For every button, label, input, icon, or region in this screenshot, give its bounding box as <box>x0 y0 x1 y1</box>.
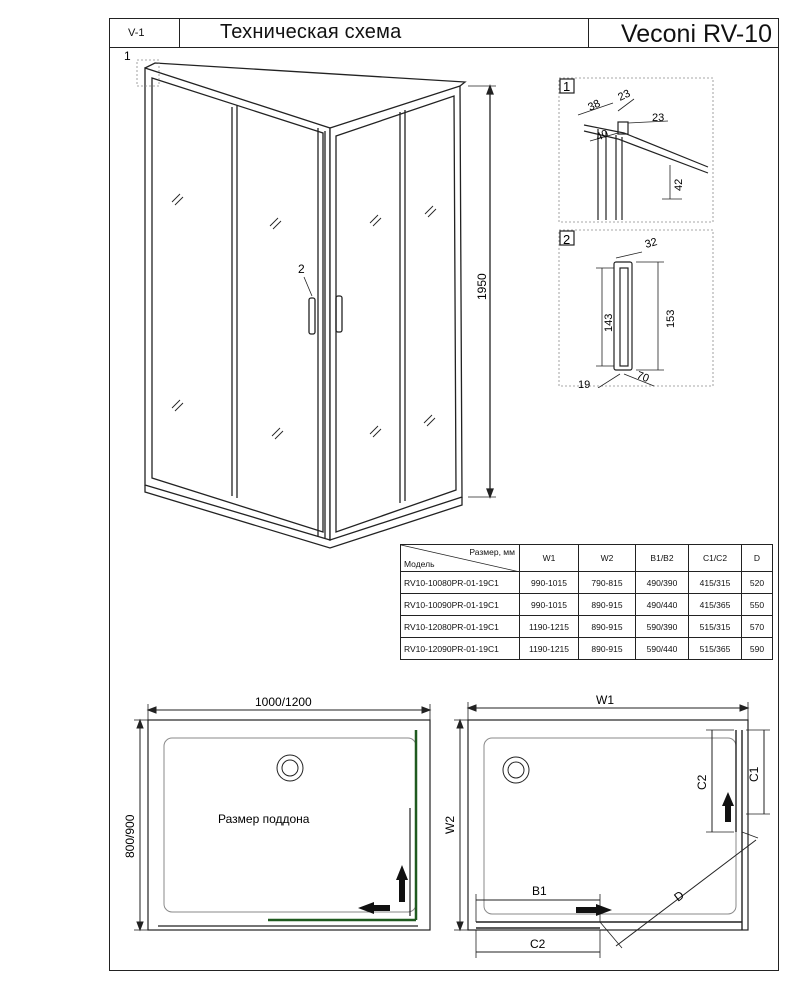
detail-1-dim-42: 42 <box>673 178 685 191</box>
detail-2-dim-143: 143 <box>603 313 615 332</box>
specification-table <box>400 544 773 660</box>
model-name: Veconi RV-10 <box>588 19 778 47</box>
callout-1-label: 1 <box>124 49 131 63</box>
cell-w2: 890-915 <box>579 616 636 638</box>
table-row <box>401 616 773 638</box>
installation-plan-view <box>440 690 780 960</box>
c2-side-dimension: C2 <box>695 774 709 790</box>
depth-dimension: 800/900 <box>123 814 137 858</box>
d-dimension: D <box>671 887 687 905</box>
cell-d: 520 <box>742 572 773 594</box>
w2-dimension: W2 <box>443 816 457 834</box>
detail-1-label: 1 <box>563 79 571 94</box>
callout-2-label: 2 <box>298 262 305 276</box>
detail-2-dim-153: 153 <box>665 309 677 328</box>
c1-dimension: C1 <box>747 766 761 782</box>
cell-c: 415/315 <box>689 572 742 594</box>
detail-2-dim-19: 19 <box>578 379 591 388</box>
cell-model: RV10-12080PR-01-19C1 <box>401 616 520 638</box>
cell-c: 515/315 <box>689 616 742 638</box>
cell-w2: 790-815 <box>579 572 636 594</box>
header-model-label: Модель <box>404 559 435 569</box>
cell-c: 415/365 <box>689 594 742 616</box>
cell-w1: 1190-1215 <box>520 638 579 660</box>
page-title: Техническая схема <box>220 21 402 43</box>
detail-2-dim-70: 70 <box>634 369 651 386</box>
cell-b: 590/440 <box>636 638 689 660</box>
detail-1-view <box>558 75 714 225</box>
tray-size-label: Размер поддона <box>218 812 310 826</box>
detail-2-dim-32: 32 <box>643 236 659 251</box>
cell-model: RV10-10090PR-01-19C1 <box>401 594 520 616</box>
cell-model: RV10-12090PR-01-19C1 <box>401 638 520 660</box>
cell-w1: 990-1015 <box>520 572 579 594</box>
cell-w1: 990-1015 <box>520 594 579 616</box>
detail-1-dim-23-top: 23 <box>616 87 633 104</box>
col-header-w2: W2 <box>579 545 636 572</box>
spec-table-corner-header <box>401 545 520 572</box>
cell-b: 490/390 <box>636 572 689 594</box>
b1-dimension: B1 <box>532 884 547 898</box>
detail-2-label: 2 <box>563 232 571 247</box>
detail-1-dim-40: 40 <box>594 127 611 144</box>
c2-bottom-dimension: C2 <box>530 937 546 951</box>
detail-1-dim-23-right: 23 <box>652 112 665 124</box>
cell-b: 590/390 <box>636 616 689 638</box>
detail-1-dim-38: 38 <box>586 97 603 114</box>
height-dimension: 1950 <box>475 273 489 300</box>
header-size-label: Размер, мм <box>469 547 515 557</box>
col-header-w1: W1 <box>520 545 579 572</box>
sheet-code: V-1 <box>110 19 180 47</box>
detail-2-view <box>558 228 714 388</box>
cell-model: RV10-10080PR-01-19C1 <box>401 572 520 594</box>
table-row <box>401 594 773 616</box>
cell-d: 550 <box>742 594 773 616</box>
cell-w2: 890-915 <box>579 638 636 660</box>
col-header-c: C1/C2 <box>689 545 742 572</box>
col-header-b: B1/B2 <box>636 545 689 572</box>
table-row <box>401 638 773 660</box>
cell-d: 590 <box>742 638 773 660</box>
spec-table-header-row <box>401 545 773 572</box>
w1-dimension: W1 <box>596 693 614 707</box>
col-header-d: D <box>742 545 773 572</box>
width-dimension: 1000/1200 <box>255 695 312 709</box>
cell-b: 490/440 <box>636 594 689 616</box>
cell-c: 515/365 <box>689 638 742 660</box>
cell-d: 570 <box>742 616 773 638</box>
table-row <box>401 572 773 594</box>
right-panel-frame <box>330 86 462 540</box>
tray-plan-view <box>118 690 438 950</box>
cell-w1: 1190-1215 <box>520 616 579 638</box>
cell-w2: 890-915 <box>579 594 636 616</box>
